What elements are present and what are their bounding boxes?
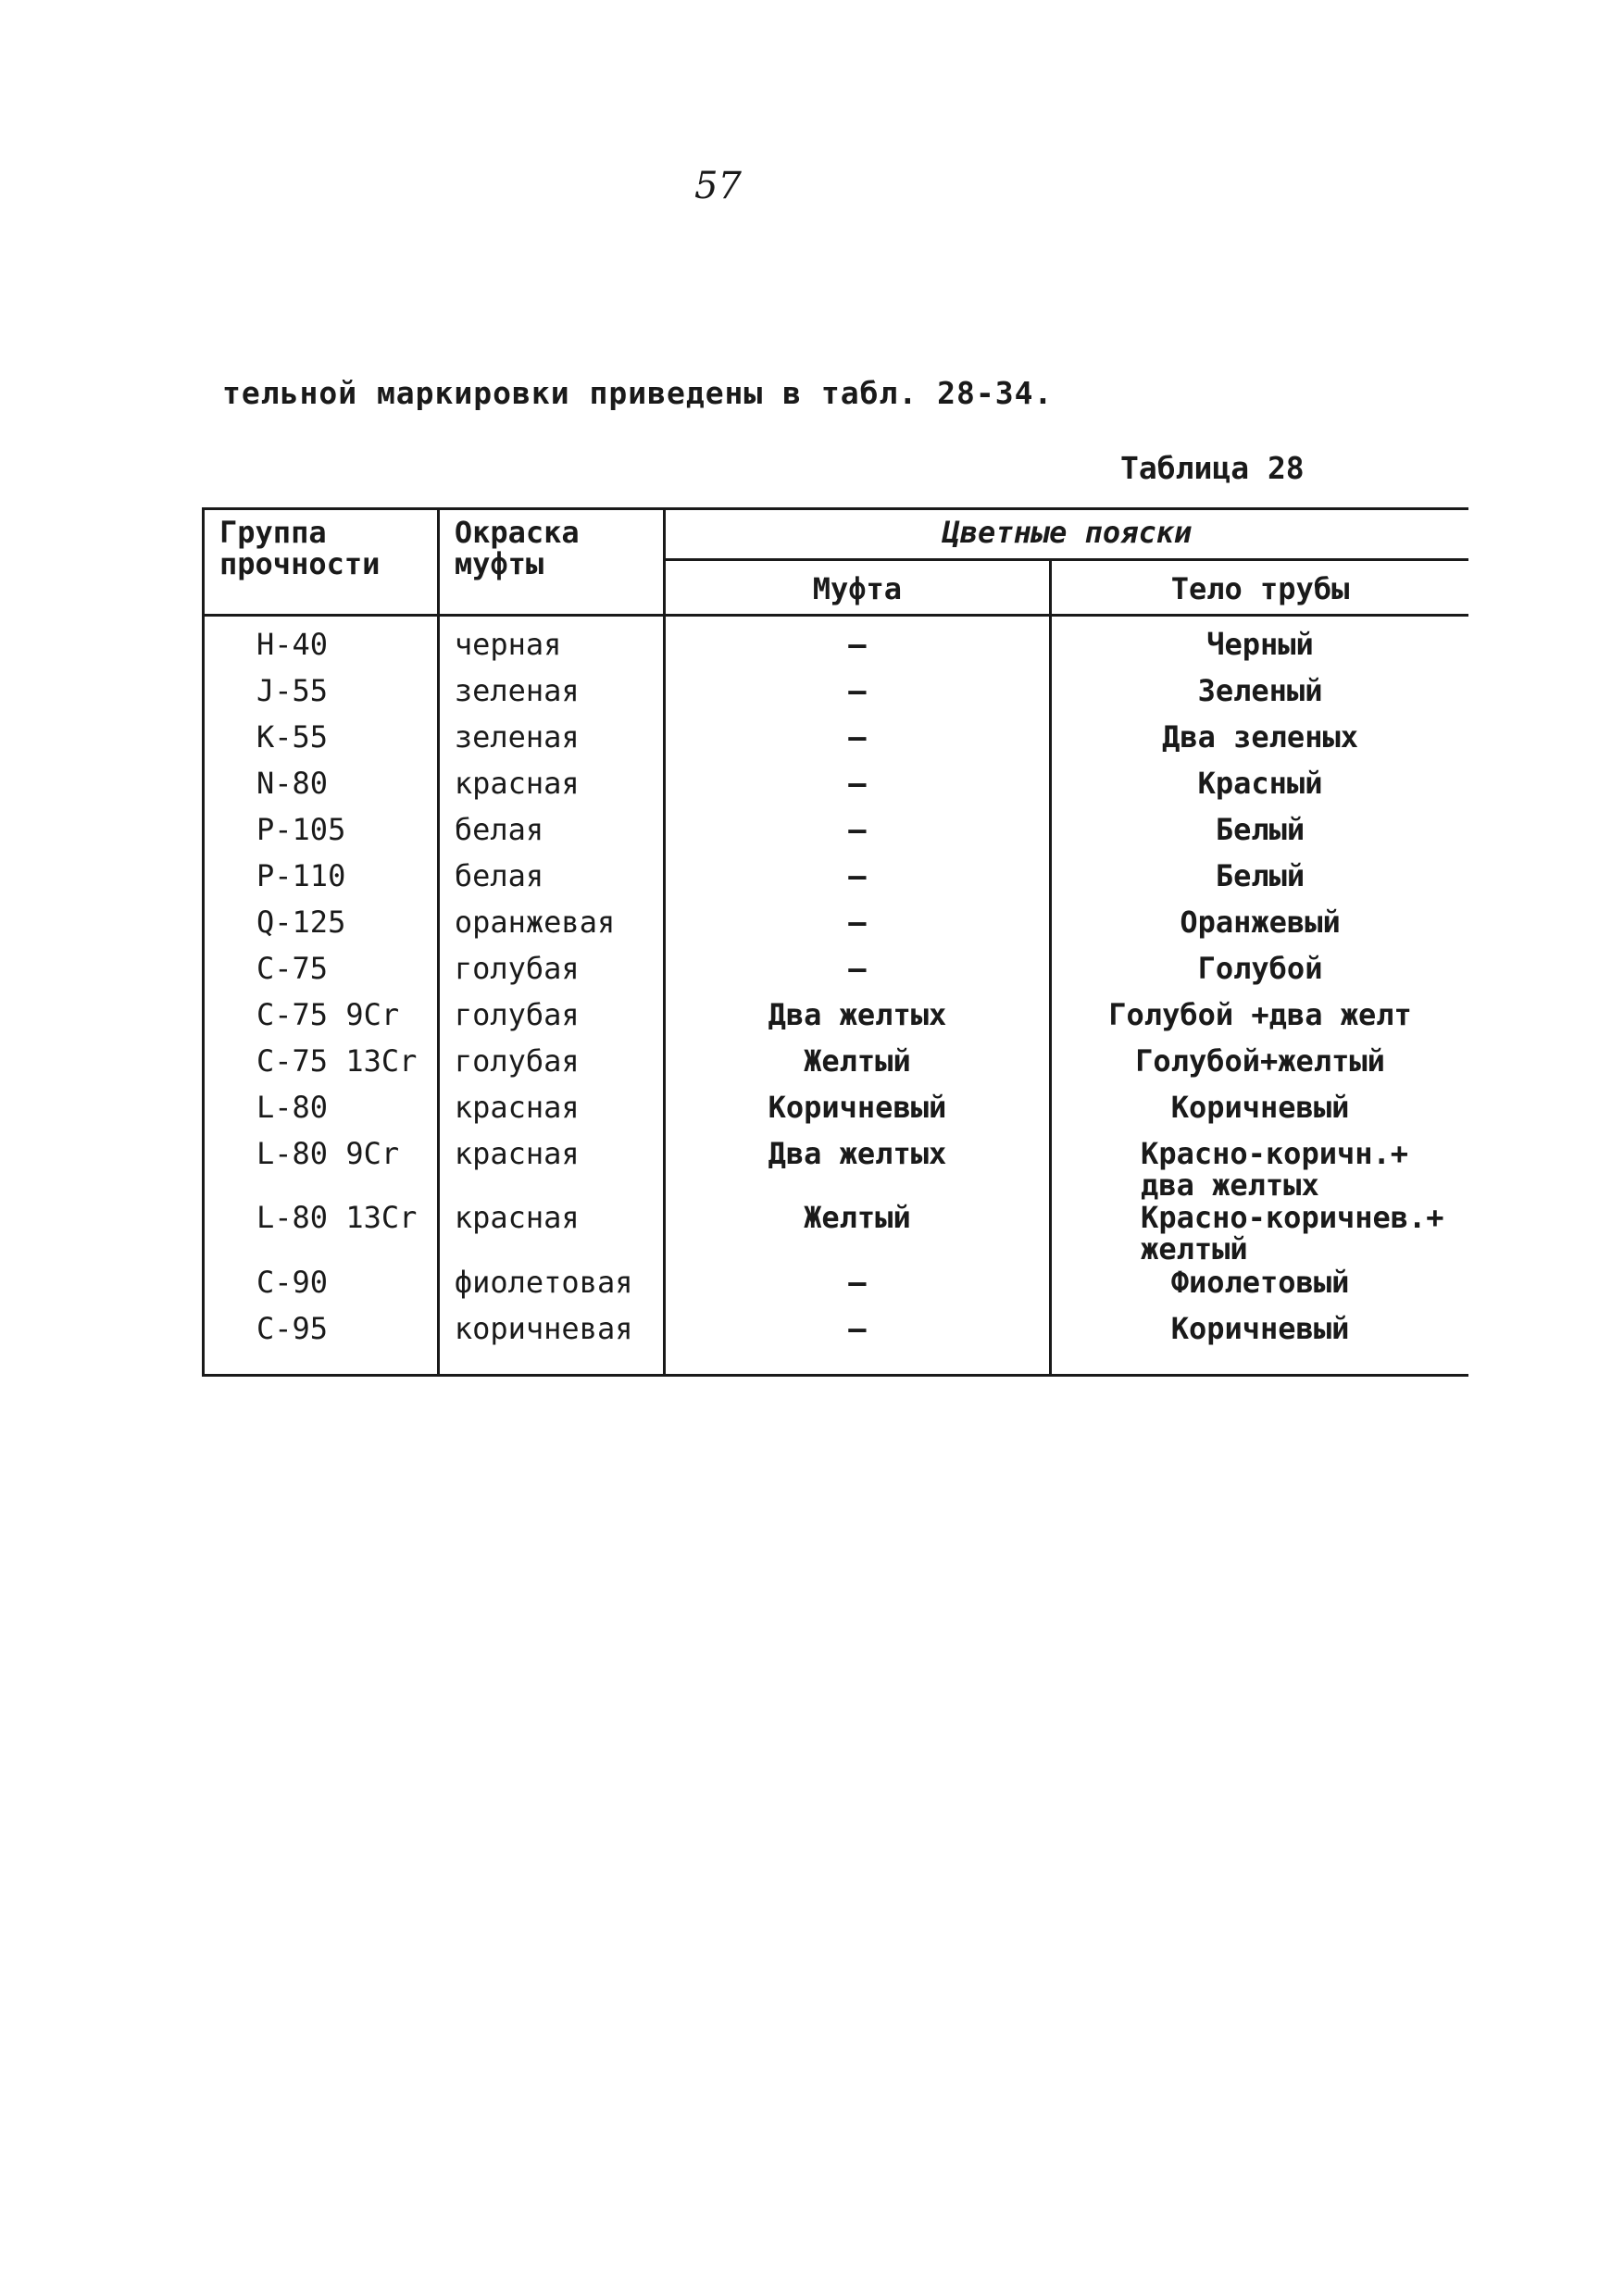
coupling-band-cell: Желтый: [664, 1202, 1050, 1266]
coating-cell: красная: [438, 1202, 664, 1266]
header-pipe-body: Тело трубы: [1051, 559, 1468, 616]
coupling-band-cell: Желтый: [664, 1045, 1050, 1092]
coating-cell: фиолетовая: [438, 1267, 664, 1313]
page-number: 57: [694, 165, 742, 207]
coating-cell: оранжевая: [438, 906, 664, 953]
header-coupling: Муфта: [664, 559, 1050, 616]
table-row: [204, 1267, 1469, 1313]
strength-group-cell: Н-40: [204, 616, 439, 676]
coating-cell: коричневая: [438, 1313, 664, 1376]
pipe-body-band-cell: Голубой: [1051, 953, 1468, 999]
coating-cell: красная: [438, 767, 664, 814]
coating-cell: зеленая: [438, 721, 664, 767]
table-row: [204, 616, 1469, 676]
header-colored-bands: Цветные пояски: [664, 509, 1468, 560]
coupling-band-cell: –: [664, 675, 1050, 721]
strength-group-cell: С-90: [204, 1267, 439, 1313]
coating-cell: красная: [438, 1138, 664, 1202]
strength-group-cell: L-80 13Cr: [204, 1202, 439, 1266]
marking-table-container: [202, 507, 1468, 1377]
table-row: [204, 1313, 1469, 1376]
coating-cell: белая: [438, 860, 664, 906]
table-row: [204, 767, 1469, 814]
strength-group-cell: N-80: [204, 767, 439, 814]
strength-group-cell: С-95: [204, 1313, 439, 1376]
coating-cell: белая: [438, 814, 664, 860]
pipe-body-band-cell: Голубой +два желт: [1051, 999, 1468, 1045]
table-row: [204, 675, 1469, 721]
table-caption: Таблица 28: [1120, 450, 1305, 486]
strength-group-cell: Р-105: [204, 814, 439, 860]
pipe-body-band-cell: Коричневый: [1051, 1092, 1468, 1138]
table-row: [204, 721, 1469, 767]
pipe-body-band-cell: Черный: [1051, 616, 1468, 676]
pipe-body-band-cell: Белый: [1051, 860, 1468, 906]
table-body: [204, 616, 1469, 1375]
strength-group-cell: С-75 13Cr: [204, 1045, 439, 1092]
coating-cell: голубая: [438, 953, 664, 999]
table-row: [204, 906, 1469, 953]
coupling-band-cell: Коричневый: [664, 1092, 1050, 1138]
table-row: [204, 1092, 1469, 1138]
coupling-band-cell: –: [664, 1267, 1050, 1313]
coupling-band-cell: –: [664, 721, 1050, 767]
coupling-band-cell: –: [664, 1313, 1050, 1376]
pipe-body-band-cell: Два зеленых: [1051, 721, 1468, 767]
marking-table: [202, 507, 1468, 1377]
coating-cell: зеленая: [438, 675, 664, 721]
intro-text: тельной маркировки приведены в табл. 28-34.: [222, 375, 1054, 411]
coupling-band-cell: –: [664, 616, 1050, 676]
coupling-band-cell: –: [664, 860, 1050, 906]
coating-cell: черная: [438, 616, 664, 676]
strength-group-cell: Р-110: [204, 860, 439, 906]
pipe-body-band-cell: Оранжевый: [1051, 906, 1468, 953]
table-row: [204, 1045, 1469, 1092]
pipe-body-band-cell: Голубой+желтый: [1051, 1045, 1468, 1092]
pipe-body-band-cell: Белый: [1051, 814, 1468, 860]
strength-group-cell: С-75 9Cr: [204, 999, 439, 1045]
pipe-body-band-cell: Фиолетовый: [1051, 1267, 1468, 1313]
header-coupling-coating: Окраска муфты: [438, 509, 664, 616]
coating-cell: голубая: [438, 999, 664, 1045]
coupling-band-cell: –: [664, 767, 1050, 814]
table-row: [204, 999, 1469, 1045]
pipe-body-band-cell: Зеленый: [1051, 675, 1468, 721]
strength-group-cell: L-80: [204, 1092, 439, 1138]
coating-cell: красная: [438, 1092, 664, 1138]
coating-cell: голубая: [438, 1045, 664, 1092]
coupling-band-cell: –: [664, 814, 1050, 860]
table-row: [204, 1138, 1469, 1202]
strength-group-cell: J-55: [204, 675, 439, 721]
table-row: [204, 814, 1469, 860]
coupling-band-cell: Два желтых: [664, 1138, 1050, 1202]
table-row: [204, 953, 1469, 999]
table-row: [204, 860, 1469, 906]
coupling-band-cell: Два желтых: [664, 999, 1050, 1045]
strength-group-cell: С-75: [204, 953, 439, 999]
pipe-body-band-cell: Красно-коричнев.+ желтый: [1051, 1202, 1468, 1266]
pipe-body-band-cell: Красно-коричн.+ два желтых: [1051, 1138, 1468, 1202]
coupling-band-cell: –: [664, 906, 1050, 953]
strength-group-cell: К-55: [204, 721, 439, 767]
pipe-body-band-cell: Красный: [1051, 767, 1468, 814]
strength-group-cell: Q-125: [204, 906, 439, 953]
pipe-body-band-cell: Коричневый: [1051, 1313, 1468, 1376]
coupling-band-cell: –: [664, 953, 1050, 999]
strength-group-cell: L-80 9Cr: [204, 1138, 439, 1202]
header-strength-group: Группа прочности: [204, 509, 439, 616]
table-row: [204, 1202, 1469, 1266]
